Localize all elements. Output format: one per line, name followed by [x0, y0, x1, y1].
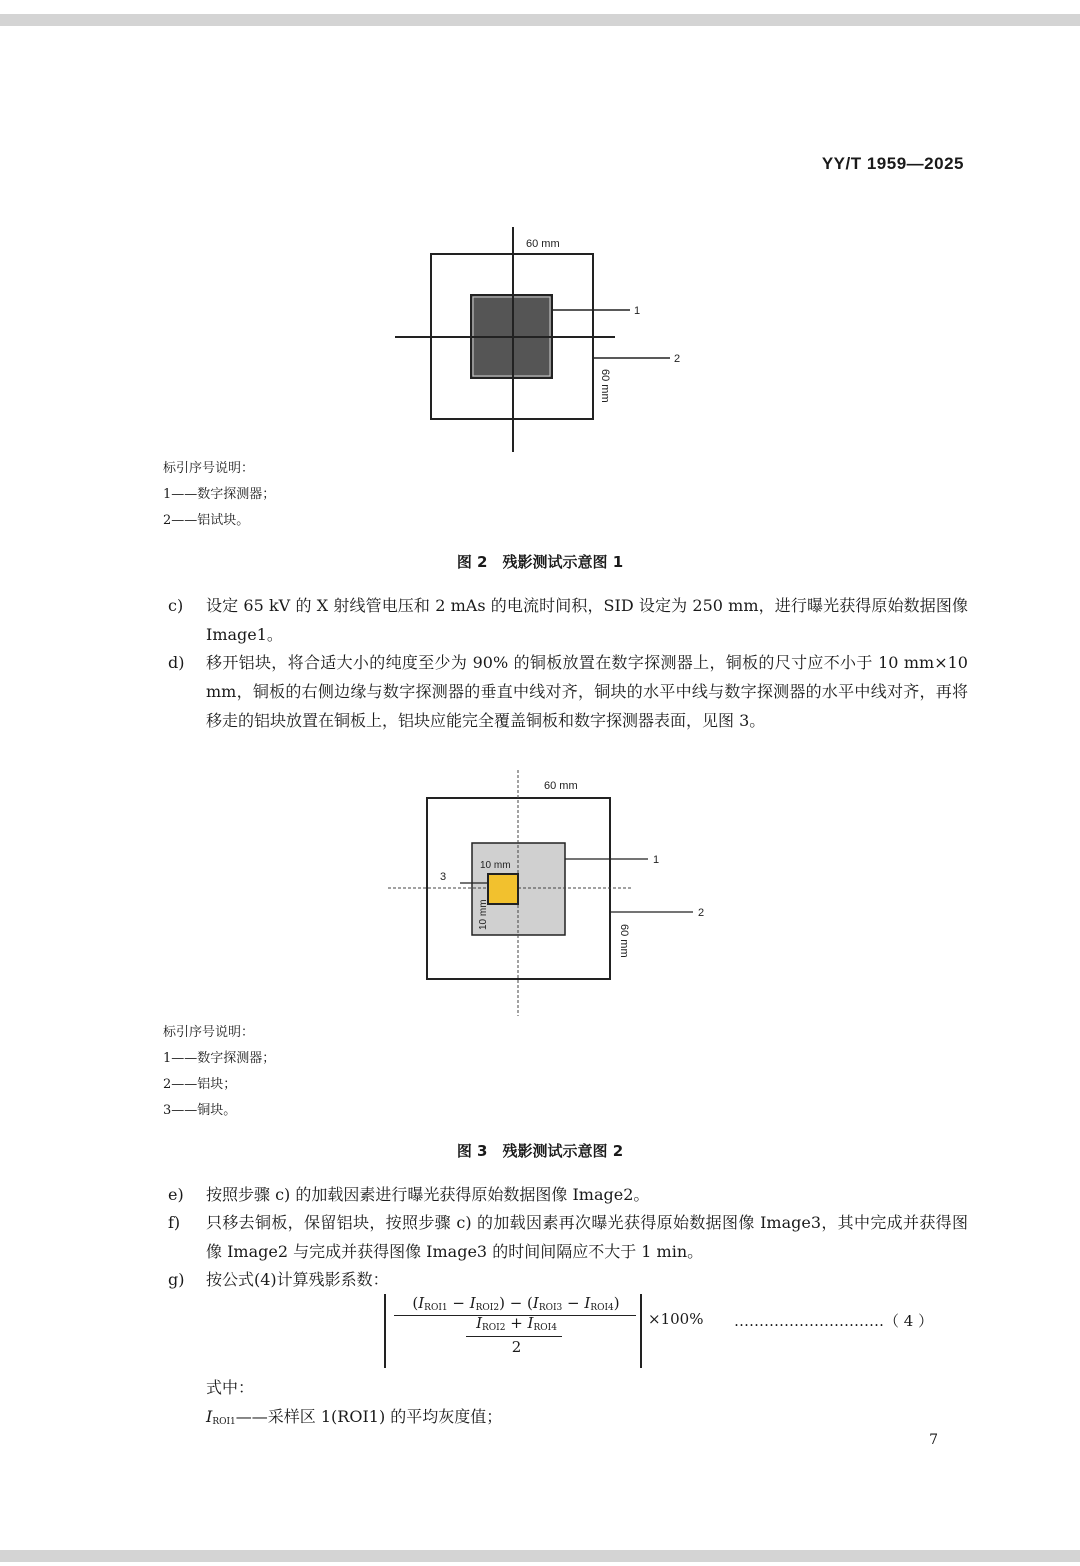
dimension-top-label: 60 mm: [526, 238, 560, 250]
variable-definition: $I_{ROI1}——$采样区 1(ROI1) 的平均灰度值；: [206, 1407, 503, 1427]
where-label: 式中：: [206, 1378, 255, 1397]
figure-3-caption: 图 3 残影测试示意图 2: [456, 1142, 624, 1160]
page-number: 7: [929, 1432, 938, 1448]
item-label: g): [168, 1270, 185, 1289]
inner-fraction-rule: [466, 1336, 562, 1337]
list-item-d: [168, 648, 968, 735]
figure-2-caption: 图 2 残影测试示意图 1: [456, 553, 624, 571]
dimension-inner-horizontal-label: 10 mm: [480, 860, 511, 871]
top-gray-band: [0, 14, 1080, 26]
dimension-right-label: 60 mm: [599, 369, 611, 403]
legend-item: 2——铝块；: [163, 1077, 237, 1092]
figure-3-legend: [163, 1020, 275, 1124]
legend-title: 标引序号说明：: [163, 1025, 255, 1040]
figure-3-diagram: [380, 768, 720, 1020]
formula-denominator-sum: $I_{ROI2} + I_{ROI4}$: [476, 1314, 557, 1333]
item-label: d): [168, 653, 185, 672]
item-text: 移开铝块，将合适大小的纯度至少为 90% 的铜板放置在数字探测器上，铜板的尺寸应不小于 10 mm×10 mm，铜板的右侧边缘与数字探测器的垂直中线对齐，铜块的水平中线与数字探测器的水平中线对齐，再将移走的铝块放置在铜板上，铝块应能完全覆盖铜板和数字探测器表面，见图 3。: [206, 653, 968, 730]
callout-2-label: 2: [698, 907, 705, 919]
formula-4: [384, 1290, 974, 1370]
item-label: f): [168, 1213, 181, 1232]
legend-item: 2——铝试块。: [163, 513, 250, 528]
list-item-e: [168, 1180, 968, 1209]
list-item-f: [168, 1208, 968, 1266]
item-text: 只移去铜板，保留铝块，按照步骤 c) 的加载因素再次曝光获得原始数据图像 Image3，其中完成并获得图像 Image2 与完成并获得图像 Image3 的时间间隔应不大于 1 min。: [206, 1213, 968, 1261]
bottom-gray-band: [0, 1550, 1080, 1562]
item-label: e): [168, 1185, 184, 1204]
standard-number: YY/T 1959—2025: [821, 154, 964, 173]
equation-number: …………………………（ 4 ）: [734, 1312, 934, 1330]
dimension-right-label: 60 mm: [618, 924, 630, 958]
formula-multiplier: ×100%: [648, 1310, 704, 1328]
callout-3-label: 3: [440, 871, 447, 883]
formula-numerator: $(I_{ROI1} - I_{ROI2}) - (I_{ROI3} - I_{ROI4})$: [412, 1294, 620, 1313]
list-item-c: [168, 591, 968, 649]
item-label: c): [168, 596, 184, 615]
legend-item: 1——数字探测器；: [163, 1051, 276, 1066]
item-text: 设定 65 kV 的 X 射线管电压和 2 mAs 的电流时间积，SID 设定为 250 mm，进行曝光获得原始数据图像 Image1。: [206, 596, 968, 644]
callout-1-label: 1: [634, 305, 641, 317]
formula-denominator-half: 2: [511, 1338, 522, 1356]
dimension-inner-vertical-label: 10 mm: [478, 899, 489, 930]
figure-2-diagram: [380, 225, 710, 457]
copper-block: [488, 874, 518, 904]
legend-item: 3——铜块。: [163, 1103, 237, 1118]
legend-title: 标引序号说明：: [163, 461, 255, 476]
abs-bar-right: [640, 1294, 642, 1368]
callout-2-label: 2: [674, 353, 681, 365]
dimension-top-label: 60 mm: [544, 780, 578, 792]
item-text: 按照步骤 c) 的加载因素进行曝光获得原始数据图像 Image2。: [206, 1185, 650, 1204]
figure-2-legend: [163, 456, 275, 534]
callout-1-label: 1: [653, 854, 660, 866]
abs-bar-left: [384, 1294, 386, 1368]
item-text: 按公式(4)计算残影系数：: [206, 1270, 389, 1289]
legend-item: 1——数字探测器；: [163, 487, 276, 502]
